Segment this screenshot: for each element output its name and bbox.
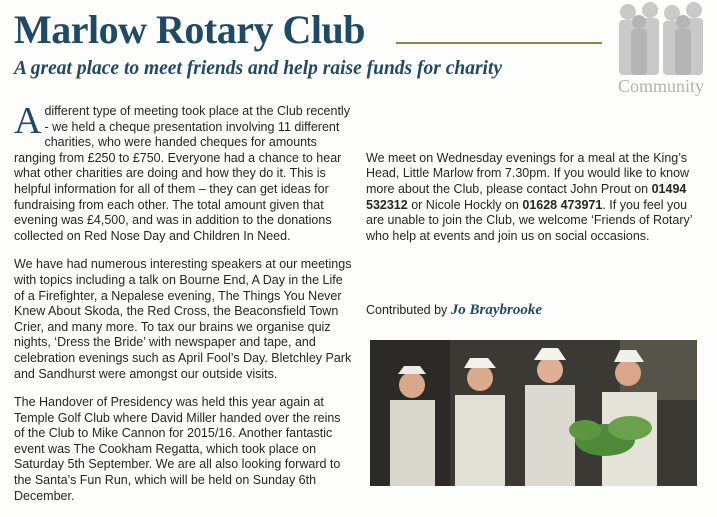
article-column-left — [14, 100, 354, 517]
contributor-name: Jo Braybrooke — [450, 302, 543, 318]
community-badge-text: Community — [618, 76, 705, 96]
paragraph-text: or Nicole Hockly on — [411, 197, 519, 212]
paragraph-speakers: We have had numerous interesting speakers at our meetings with topics including a talk on Bourne End, A Day in the Life of a Firefighter, a Nepalese evening, The Things You Never Knew About Skoda, the Red Cross, the Beaconsfield Town Crier, and many more. To tax our brains we organise quiz nights, ‘Dress the Bride’ with newspaper and tape, and celebration evenings such as April Fool’s Day. Bletchley Park and Sandhurst were amongst our outside visits. — [14, 257, 352, 381]
paragraph-text: . — [602, 197, 606, 212]
paragraph-handover: The Handover of Presidency was held this year again at Temple Golf Club where David Miller handed over the reins of the Club to Mike Cannon for 2015/16. Another fantastic event was The Cookham Regatta, which took place on Saturday 5th September. We are all also looking forward to the Santa’s Fun Run, which will be held on Sunday 6th December. — [14, 395, 341, 503]
page-title: Marlow Rotary Club — [14, 7, 365, 52]
article-column-right — [366, 104, 704, 257]
drop-cap: A — [14, 100, 42, 142]
paragraph-text: If you feel you are unable to join the Club, we welcome ‘Friends of Rotary’ who help at events and join us on social occasions. — [366, 197, 693, 243]
contributor-line — [366, 302, 542, 319]
phone-nicole-hockly: 01628 473971 — [522, 197, 603, 212]
paragraph-meetings — [366, 151, 704, 245]
continued-text-spacer — [366, 104, 704, 151]
paragraph-text: different type of meeting took place at the Club recently - we held a cheque presentation involving 11 different charities, who were handed cheques for amounts ranging from £250 to £750. Everyone had a chance to hear what other charities are doing and how they do it. This is helpful information for all of them – they can get ideas for fundraising from each other. The total amount given that evening was £4,500, and was in addition to the donations collected on Red Nose Day and Children In Need. — [14, 104, 350, 243]
page-subtitle: A great place to meet friends and help raise funds for charity — [14, 58, 503, 79]
contributed-by-label: Contributed by — [366, 303, 448, 317]
members-photo — [370, 340, 697, 486]
phone-john-prout: 01494 532312 — [366, 181, 687, 212]
title-rule — [396, 42, 602, 44]
paragraph-text: We meet on Wednesday evenings for a meal at the King’s Head, Little Marlow from 7.30pm. If you would like to know more about the Club, please contact John Prout on — [366, 150, 690, 196]
paragraph-cheque-presentation — [14, 100, 354, 244]
